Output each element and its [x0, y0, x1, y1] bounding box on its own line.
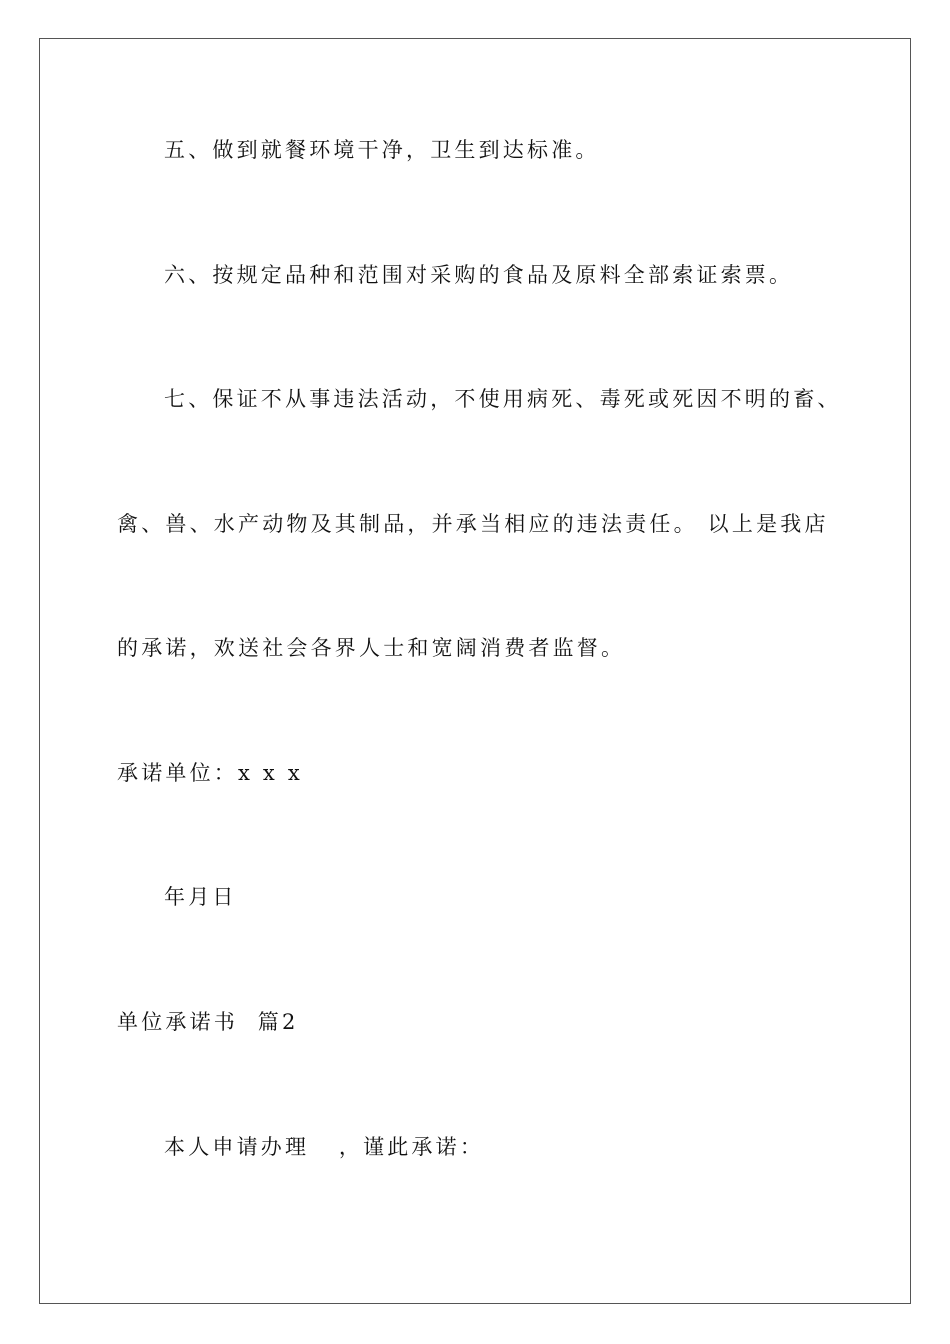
section-heading: 单位承诺书 篇2: [117, 1010, 299, 1034]
paragraph-item-6: 六、按规定品种和范围对采购的食品及原料全部索证索票。: [164, 263, 794, 287]
date-line: 年月日: [164, 885, 237, 909]
paragraph-item-5: 五、做到就餐环境干净，卫生到达标准。: [164, 138, 600, 162]
commitment-intro: 本人申请办理 ，谨此承诺：: [164, 1135, 485, 1159]
page-frame: [39, 38, 911, 1304]
paragraph-item-7-line-1: 七、保证不从事违法活动，不使用病死、毒死或死因不明的畜、: [164, 387, 842, 411]
signature-unit: 承诺单位：x x x: [117, 761, 303, 785]
paragraph-item-7-line-3: 的承诺，欢送社会各界人士和宽阔消费者监督。: [117, 636, 626, 660]
paragraph-item-7-line-2: 禽、兽、水产动物及其制品，并承当相应的违法责任。 以上是我店: [117, 512, 829, 536]
